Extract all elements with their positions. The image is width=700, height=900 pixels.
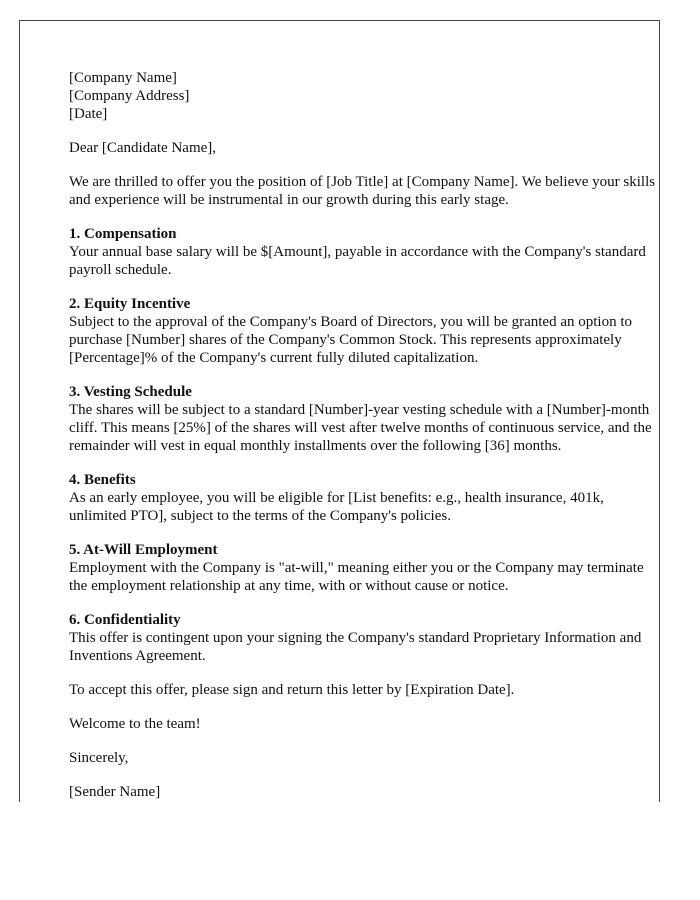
section-title: 3. Vesting Schedule xyxy=(69,384,192,400)
section-title: 4. Benefits xyxy=(69,472,136,488)
letter-page xyxy=(19,20,660,802)
letter-content xyxy=(69,69,661,817)
section-compensation xyxy=(69,225,661,279)
section-title: 1. Compensation xyxy=(69,226,177,242)
section-vesting xyxy=(69,383,661,455)
section-equity xyxy=(69,295,661,367)
company-name: [Company Name] xyxy=(69,70,177,86)
intro-paragraph: We are thrilled to offer you the position of [Job Title] at [Company Name]. We believe your skills and experience will be instrumental in our growth during this early stage. xyxy=(69,174,656,208)
section-body: As an early employee, you will be eligible for [List benefits: e.g., health insurance, 401k, unlimited PTO], subject to the terms of the Company's policies. xyxy=(69,490,604,524)
section-benefits xyxy=(69,471,661,525)
closing: Sincerely, xyxy=(69,750,129,766)
section-body: This offer is contingent upon your signing the Company's standard Proprietary Information and Inventions Agreement. xyxy=(69,630,642,664)
section-body: Employment with the Company is "at-will," meaning either you or the Company may terminate the employment relationship at any time, with or without cause or notice. xyxy=(69,560,644,594)
section-body: Your annual base salary will be $[Amount], payable in accordance with the Company's standard payroll schedule. xyxy=(69,244,646,278)
letterhead xyxy=(69,69,661,123)
section-body: Subject to the approval of the Company's Board of Directors, you will be granted an option to purchase [Number] shares of the Company's Common Stock. This represents approximately [Percentage]% of the Company's current fully diluted capitalization. xyxy=(69,314,632,366)
section-body: The shares will be subject to a standard [Number]-year vesting schedule with a [Number]-month cliff. This means [25%] of the shares will vest after twelve months of continuous service, and the remainder will vest in equal monthly installments over the following [36] months. xyxy=(69,402,652,454)
section-title: 2. Equity Incentive xyxy=(69,296,191,312)
section-at-will xyxy=(69,541,661,595)
sender-name: [Sender Name] xyxy=(69,784,161,800)
welcome-line: Welcome to the team! xyxy=(69,716,201,732)
acceptance-paragraph: To accept this offer, please sign and return this letter by [Expiration Date]. xyxy=(69,682,515,698)
salutation: Dear [Candidate Name], xyxy=(69,140,217,156)
section-title: 6. Confidentiality xyxy=(69,612,181,628)
letter-date: [Date] xyxy=(69,106,108,122)
company-address: [Company Address] xyxy=(69,88,190,104)
section-confidentiality xyxy=(69,611,661,665)
section-title: 5. At-Will Employment xyxy=(69,542,218,558)
